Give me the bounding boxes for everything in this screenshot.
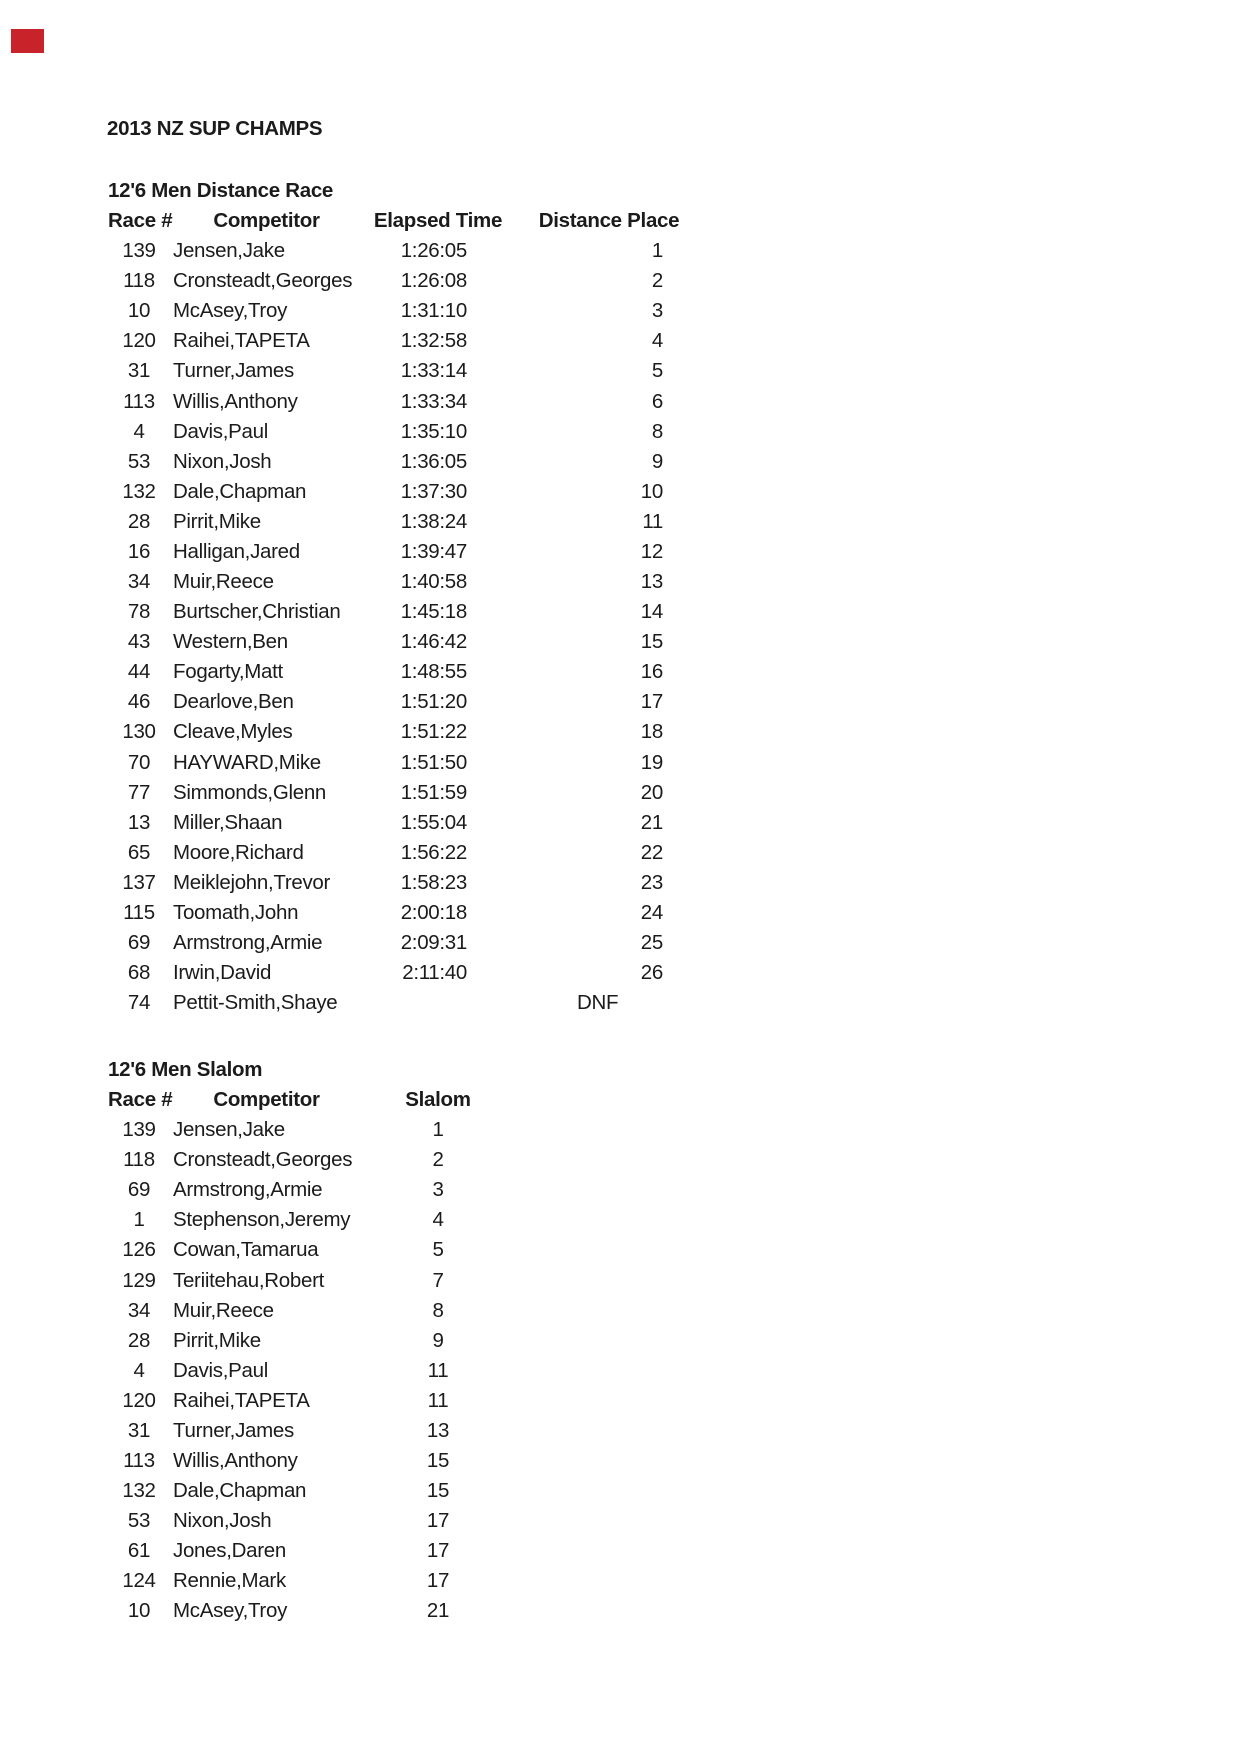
race-cell: 115: [123, 900, 155, 924]
race-cell: 46: [127, 690, 151, 714]
time-cell: 1:37:30: [400, 479, 467, 503]
table-row: [108, 266, 705, 296]
table-row: [108, 356, 705, 386]
place-cell: 5: [432, 1238, 444, 1262]
table-row: [108, 928, 705, 958]
slalom-heading: 12'6 Men Slalom: [108, 1058, 263, 1081]
race-cell: 1: [133, 1208, 145, 1232]
competitor-cell: Turner,James: [173, 1418, 294, 1442]
table-row: [108, 326, 705, 356]
time-cell: 1:55:04: [400, 810, 467, 834]
place-cell: 19: [640, 750, 663, 774]
place-cell: 17: [426, 1539, 450, 1563]
time-cell: 1:26:05: [400, 239, 467, 263]
table-row: [108, 1446, 513, 1476]
race-cell: 139: [122, 1118, 156, 1142]
competitor-cell: Pettit-Smith,Shaye: [173, 991, 338, 1015]
race-cell: 77: [127, 780, 151, 804]
place-cell: 10: [640, 479, 663, 503]
place-cell: 1: [432, 1118, 444, 1142]
competitor-cell: Irwin,David: [173, 961, 272, 985]
race-cell: 31: [127, 1418, 151, 1442]
table-row: [108, 1205, 513, 1235]
table-row: [108, 1476, 513, 1506]
competitor-cell: Cowan,Tamarua: [173, 1238, 319, 1262]
slalom-header-row: [108, 1085, 513, 1115]
time-cell: 1:38:24: [400, 509, 467, 533]
race-cell: 4: [133, 1358, 145, 1382]
table-row: [108, 236, 705, 266]
table-row: [108, 838, 705, 868]
race-cell: 113: [123, 1449, 155, 1473]
place-cell: 23: [640, 870, 663, 894]
table-row: [108, 898, 705, 928]
table-row: [108, 1566, 513, 1596]
table-row: [108, 748, 705, 778]
competitor-cell: HAYWARD,Mike: [173, 750, 321, 774]
race-cell: 120: [122, 329, 156, 353]
table-row: [108, 1326, 513, 1356]
race-cell: 139: [122, 239, 156, 263]
table-row: [108, 296, 705, 326]
race-cell: 44: [127, 660, 151, 684]
place-cell: 24: [640, 900, 663, 924]
competitor-cell: Stephenson,Jeremy: [173, 1208, 351, 1232]
competitor-cell: Muir,Reece: [173, 1298, 274, 1322]
table-row: [108, 597, 705, 627]
table-row: [108, 1266, 513, 1296]
table-row: [108, 778, 705, 808]
table-row: [108, 687, 705, 717]
time-cell: 2:00:18: [400, 900, 467, 924]
competitor-cell: Davis,Paul: [173, 1358, 268, 1382]
time-cell: 1:58:23: [400, 870, 467, 894]
race-cell: 31: [127, 359, 151, 383]
competitor-cell: Toomath,John: [173, 900, 299, 924]
time-cell: [363, 988, 513, 1018]
race-cell: 61: [127, 1539, 151, 1563]
race-cell: 13: [127, 810, 151, 834]
place-cell: 4: [432, 1208, 444, 1232]
competitor-cell: Fogarty,Matt: [173, 660, 283, 684]
time-cell: 1:51:59: [400, 780, 467, 804]
race-cell: 126: [122, 1238, 156, 1262]
table-row: [108, 447, 705, 477]
time-cell: 1:35:10: [400, 419, 467, 443]
time-cell: 1:46:42: [400, 630, 467, 654]
time-cell: 1:33:34: [400, 389, 467, 413]
table-row: [108, 537, 705, 567]
race-cell: 34: [127, 1298, 151, 1322]
time-cell: 1:31:10: [400, 299, 467, 323]
table-row: [108, 1296, 513, 1326]
competitor-cell: Turner,James: [173, 359, 294, 383]
table-row: [108, 1416, 513, 1446]
race-cell: 16: [127, 539, 151, 563]
place-cell: 11: [427, 1358, 449, 1382]
competitor-cell: Armstrong,Armie: [173, 930, 323, 954]
competitor-cell: Jones,Daren: [173, 1539, 286, 1563]
time-cell: 1:33:14: [400, 359, 467, 383]
place-cell: 21: [426, 1599, 450, 1623]
place-cell: 13: [640, 570, 663, 594]
time-cell: 2:09:31: [400, 930, 467, 954]
race-cell: 4: [133, 419, 145, 443]
column-header-competitor: Competitor: [213, 209, 320, 233]
table-row: [108, 988, 705, 1018]
time-cell: 1:40:58: [400, 570, 467, 594]
race-cell: 10: [127, 299, 151, 323]
race-cell: 129: [122, 1268, 156, 1292]
competitor-cell: Jensen,Jake: [173, 1118, 285, 1142]
time-cell: 1:32:58: [400, 329, 467, 353]
race-cell: 137: [122, 870, 156, 894]
table-row: [108, 1506, 513, 1536]
competitor-cell: Halligan,Jared: [173, 539, 300, 563]
race-cell: 68: [127, 961, 151, 985]
place-cell: 15: [426, 1449, 450, 1473]
competitor-cell: Pirrit,Mike: [173, 509, 261, 533]
place-cell: 20: [640, 780, 663, 804]
table-row: [108, 1235, 513, 1265]
competitor-cell: Miller,Shaan: [173, 810, 283, 834]
competitor-cell: Nixon,Josh: [173, 449, 272, 473]
table-row: [108, 1175, 513, 1205]
column-header-distance-place: Distance Place: [538, 209, 680, 233]
race-cell: 132: [122, 1479, 156, 1503]
column-header-race-number: Race #: [108, 1088, 173, 1112]
race-cell: 69: [127, 930, 151, 954]
competitor-cell: Willis,Anthony: [173, 1449, 298, 1473]
place-cell: 25: [640, 930, 663, 954]
competitor-cell: Cleave,Myles: [173, 720, 293, 744]
competitor-cell: Cronsteadt,Georges: [173, 1148, 353, 1172]
race-cell: 53: [127, 1509, 151, 1533]
competitor-cell: Teriitehau,Robert: [173, 1268, 325, 1292]
table-row: [108, 477, 705, 507]
column-header-elapsed-time: Elapsed Time: [373, 209, 503, 233]
table-row: [108, 1596, 513, 1626]
distance-race-header-row: [108, 206, 705, 236]
table-row: [108, 387, 705, 417]
table-row: [108, 958, 705, 988]
race-cell: 53: [127, 449, 151, 473]
competitor-cell: McAsey,Troy: [173, 1599, 288, 1623]
place-cell: 1: [651, 239, 663, 263]
competitor-cell: Armstrong,Armie: [173, 1178, 323, 1202]
table-row: [108, 717, 705, 747]
place-cell: 6: [651, 389, 663, 413]
competitor-cell: Davis,Paul: [173, 419, 268, 443]
race-cell: 120: [122, 1388, 156, 1412]
red-corner-mark: [11, 29, 44, 53]
race-cell: 132: [122, 479, 156, 503]
place-cell: 8: [432, 1298, 444, 1322]
race-cell: 70: [127, 750, 151, 774]
time-cell: 1:56:22: [400, 840, 467, 864]
race-cell: 28: [127, 509, 151, 533]
competitor-cell: Western,Ben: [173, 630, 288, 654]
place-cell: 9: [432, 1328, 444, 1352]
race-cell: 124: [122, 1569, 156, 1593]
table-row: [108, 657, 705, 687]
place-cell: 8: [651, 419, 663, 443]
place-cell: 16: [640, 660, 663, 684]
competitor-cell: McAsey,Troy: [173, 299, 288, 323]
race-cell: 34: [127, 570, 151, 594]
time-cell: 1:45:18: [400, 600, 467, 624]
race-cell: 28: [127, 1328, 151, 1352]
place-cell: 3: [651, 299, 663, 323]
place-cell: 26: [640, 961, 663, 985]
time-cell: 1:51:22: [400, 720, 467, 744]
place-cell: 9: [651, 449, 663, 473]
table-row: [108, 868, 705, 898]
race-cell: 118: [123, 269, 155, 293]
place-cell: 18: [640, 720, 663, 744]
race-cell: 118: [123, 1148, 155, 1172]
place-cell: 7: [432, 1268, 444, 1292]
place-cell: 13: [426, 1418, 450, 1442]
place-cell: 11: [427, 1388, 449, 1412]
table-row: [108, 1536, 513, 1566]
place-cell: 17: [640, 690, 663, 714]
column-header-slalom-place: Slalom: [405, 1088, 471, 1112]
table-row: [108, 808, 705, 838]
competitor-cell: Raihei,TAPETA: [173, 1388, 310, 1412]
competitor-cell: Burtscher,Christian: [173, 600, 341, 624]
time-cell: 1:39:47: [400, 539, 467, 563]
place-cell: 5: [651, 359, 663, 383]
place-cell: 22: [640, 840, 663, 864]
distance-race-section: [108, 176, 705, 1018]
race-cell: 130: [122, 720, 156, 744]
column-header-race-number: Race #: [108, 209, 173, 233]
table-row: [108, 627, 705, 657]
table-row: [108, 1115, 513, 1145]
place-cell: 21: [640, 810, 663, 834]
competitor-cell: Dale,Chapman: [173, 1479, 307, 1503]
competitor-cell: Muir,Reece: [173, 570, 274, 594]
place-cell: DNF: [577, 991, 619, 1015]
competitor-cell: Rennie,Mark: [173, 1569, 286, 1593]
time-cell: 1:51:50: [400, 750, 467, 774]
time-cell: 1:51:20: [400, 690, 467, 714]
table-row: [108, 1145, 513, 1175]
time-cell: 1:48:55: [400, 660, 467, 684]
place-cell: 17: [426, 1569, 450, 1593]
place-cell: 4: [651, 329, 663, 353]
race-cell: 65: [127, 840, 151, 864]
place-cell: 11: [642, 509, 663, 533]
race-cell: 69: [127, 1178, 151, 1202]
place-cell: 2: [651, 269, 663, 293]
table-row: [108, 507, 705, 537]
time-cell: 2:11:40: [402, 961, 467, 985]
race-cell: 43: [127, 630, 151, 654]
race-cell: 10: [127, 1599, 151, 1623]
slalom-section: [108, 1055, 513, 1627]
table-row: [108, 417, 705, 447]
table-row: [108, 1386, 513, 1416]
place-cell: 15: [640, 630, 663, 654]
table-row: [108, 1356, 513, 1386]
competitor-cell: Pirrit,Mike: [173, 1328, 261, 1352]
time-cell: 1:36:05: [400, 449, 467, 473]
race-cell: 78: [127, 600, 151, 624]
competitor-cell: Simmonds,Glenn: [173, 780, 327, 804]
competitor-cell: Meiklejohn,Trevor: [173, 870, 331, 894]
place-cell: 2: [432, 1148, 444, 1172]
time-cell: 1:26:08: [400, 269, 467, 293]
competitor-cell: Dale,Chapman: [173, 479, 307, 503]
place-cell: 17: [426, 1509, 450, 1533]
competitor-cell: Raihei,TAPETA: [173, 329, 310, 353]
race-cell: 113: [123, 389, 155, 413]
competitor-cell: Willis,Anthony: [173, 389, 298, 413]
place-cell: 15: [426, 1479, 450, 1503]
page-title: 2013 NZ SUP CHAMPS: [107, 117, 323, 140]
place-cell: 12: [640, 539, 663, 563]
competitor-cell: Moore,Richard: [173, 840, 304, 864]
race-cell: 74: [127, 991, 151, 1015]
slalom-rows: [108, 1115, 513, 1626]
competitor-cell: Dearlove,Ben: [173, 690, 294, 714]
column-header-competitor: Competitor: [213, 1088, 320, 1112]
competitor-cell: Jensen,Jake: [173, 239, 285, 263]
table-row: [108, 567, 705, 597]
place-cell: 3: [432, 1178, 444, 1202]
distance-race-rows: [108, 236, 705, 1018]
competitor-cell: Nixon,Josh: [173, 1509, 272, 1533]
competitor-cell: Cronsteadt,Georges: [173, 269, 353, 293]
distance-race-heading: 12'6 Men Distance Race: [108, 179, 334, 202]
place-cell: 14: [640, 600, 663, 624]
